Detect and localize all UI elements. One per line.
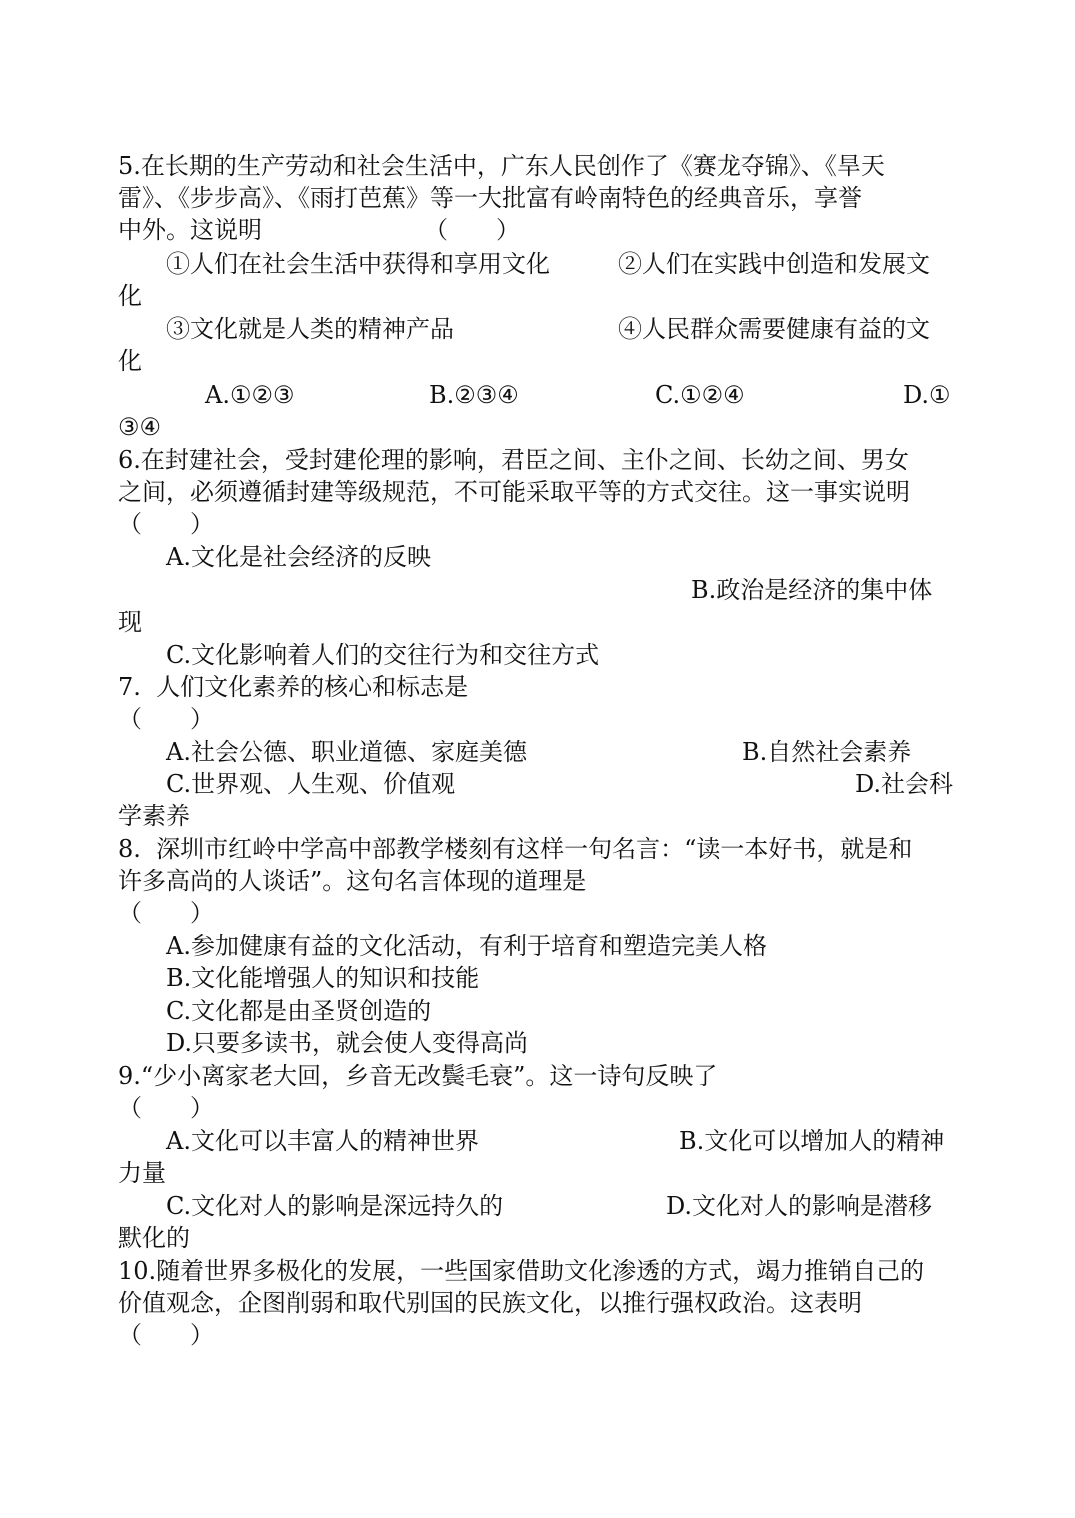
question-7-answer-blank: （ ） <box>118 705 214 733</box>
question-7-option-d: D.社会科 <box>855 770 954 798</box>
question-9-option-c: C.文化对人的影响是深远持久的 <box>166 1192 504 1220</box>
question-5-statement-4-continued: 化 <box>118 347 142 375</box>
question-10-answer-blank: （ ） <box>118 1321 214 1349</box>
question-5-statement-1: ①人们在社会生活中获得和享用文化 <box>166 250 550 278</box>
question-8-option-b: B.文化能增强人的知识和技能 <box>166 964 480 992</box>
question-8-option-c: C.文化都是由圣贤创造的 <box>166 997 432 1025</box>
question-9-option-d: D.文化对人的影响是潜移 <box>666 1192 933 1220</box>
question-9-option-b-continued: 力量 <box>118 1159 166 1187</box>
question-7-option-d-continued: 学素养 <box>118 802 190 830</box>
question-9-option-a: A.文化可以丰富人的精神世界 <box>166 1127 479 1155</box>
question-7-option-a: A.社会公德、职业道德、家庭美德 <box>166 738 527 766</box>
question-8-option-d: D.只要多读书，就会使人变得高尚 <box>166 1029 529 1057</box>
question-8-stem-line-1: 8. 深圳市红岭中学高中部教学楼刻有这样一句名言：“读一本好书，就是和 <box>118 835 913 863</box>
question-6-option-c: C.文化影响着人们的交往行为和交往方式 <box>166 641 600 669</box>
question-6-answer-blank: （ ） <box>118 510 214 538</box>
question-6-option-b-continued: 现 <box>118 608 142 636</box>
question-9-option-b: B.文化可以增加人的精神 <box>679 1127 945 1155</box>
question-5-statement-2: ②人们在实践中创造和发展文 <box>618 250 930 278</box>
question-9-stem-line-1: 9.“少小离家老大回，乡音无改鬓毛衰”。这一诗句反映了 <box>118 1062 718 1090</box>
question-7-option-b: B.自然社会素养 <box>742 738 912 766</box>
question-7-stem-line-1: 7. 人们文化素养的核心和标志是 <box>118 673 469 701</box>
question-5-stem-line-3: 中外。这说明 <box>118 216 262 244</box>
question-5-option-b: B.②③④ <box>429 381 519 409</box>
question-5-option-a: A.①②③ <box>205 381 295 409</box>
question-5-stem-line-2: 雷》、《步步高》、《雨打芭蕉》等一大批富有岭南特色的经典音乐，享誉 <box>118 184 862 212</box>
question-5-answer-blank: （ ） <box>424 216 520 244</box>
question-9-answer-blank: （ ） <box>118 1094 214 1122</box>
question-7-option-c: C.世界观、人生观、价值观 <box>166 770 456 798</box>
question-8-option-a: A.参加健康有益的文化活动，有利于培育和塑造完美人格 <box>166 932 767 960</box>
question-6-stem-line-1: 6.在封建社会，受封建伦理的影响，君臣之间、主仆之间、长幼之间、男女 <box>118 446 909 474</box>
question-9-option-d-continued: 默化的 <box>118 1224 190 1252</box>
question-6-stem-line-2: 之间，必须遵循封建等级规范，不可能采取平等的方式交往。这一事实说明 <box>118 478 910 506</box>
question-6-option-a: A.文化是社会经济的反映 <box>166 543 431 571</box>
question-5-statement-3: ③文化就是人类的精神产品 <box>166 315 454 343</box>
question-8-stem-line-2: 许多高尚的人谈话”。这句名言体现的道理是 <box>118 867 587 895</box>
question-5-option-d: D.① <box>903 381 951 409</box>
question-5-stem-line-1: 5.在长期的生产劳动和社会生活中，广东人民创作了《赛龙夺锦》、《旱天 <box>118 152 885 180</box>
question-6-option-b: B.政治是经济的集中体 <box>691 576 933 604</box>
question-8-answer-blank: （ ） <box>118 899 214 927</box>
question-5-statement-2-continued: 化 <box>118 282 142 310</box>
question-5-option-c: C.①②④ <box>655 381 745 409</box>
question-5-option-d-continued: ③④ <box>118 413 162 441</box>
question-10-stem-line-2: 价值观念，企图削弱和取代别国的民族文化，以推行强权政治。这表明 <box>118 1289 862 1317</box>
question-5-statement-4: ④人民群众需要健康有益的文 <box>618 315 930 343</box>
question-10-stem-line-1: 10.随着世界多极化的发展，一些国家借助文化渗透的方式，竭力推销自己的 <box>118 1257 925 1285</box>
